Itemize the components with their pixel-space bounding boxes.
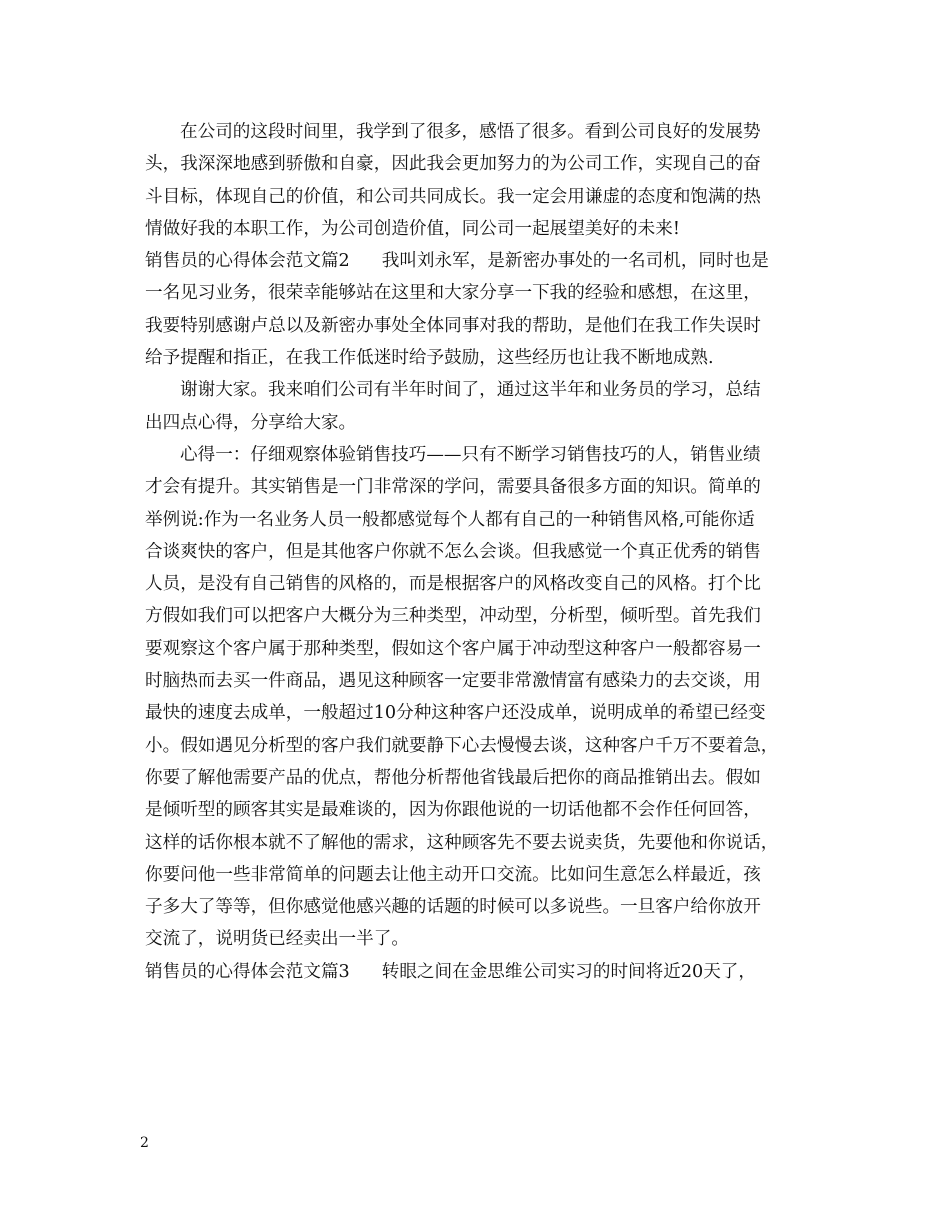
paragraph-line: 心得一：仔细观察体验销售技巧——只有不断学习销售技巧的人，销售业绩 (180, 444, 761, 465)
paragraph-line: 最快的速度去成单，一般超过10分种这种客户还没成单，说明成单的希望已经变 (145, 703, 766, 724)
section-heading-2-text: 我叫刘永军，是新密办事处的一名司机，同时也是 (381, 251, 769, 272)
paragraph-line: 情做好我的本职工作，为公司创造价值，同公司一起展望美好的未来! (145, 218, 680, 239)
paragraph-line: 斗目标，体现自己的价值，和公司共同成长。我一定会用谦虚的态度和饱满的热 (145, 186, 761, 207)
paragraph-line: 才会有提升。其实销售是一门非常深的学问，需要具备很多方面的知识。简单的 (145, 477, 761, 498)
paragraph-line: 小。假如遇见分析型的客户我们就要静下心去慢慢去谈，这种客户千万不要着急， (145, 735, 779, 756)
section-heading-2-title: 销售员的心得体会范文篇2 (145, 251, 350, 272)
paragraph-line: 出四点心得，分享给大家。 (145, 412, 357, 433)
section-heading-2 (145, 245, 815, 277)
paragraph-line: 人员，是没有自己销售的风格的，而是根据客户的风格改变自己的风格。打个比 (145, 574, 761, 595)
section-heading-3 (145, 956, 815, 988)
paragraph-line: 是倾听型的顾客其实是最难谈的，因为你跟他说的一切话他都不会作任何回答， (145, 800, 761, 821)
paragraph-line: 一名见习业务，很荣幸能够站在这里和大家分享一下我的经验和感想，在这里， (145, 283, 761, 304)
paragraph-line: 谢谢大家。我来咱们公司有半年时间了，通过这半年和业务员的学习，总结 (180, 380, 761, 401)
paragraph-line: 在公司的这段时间里，我学到了很多，感悟了很多。看到公司良好的发展势 (180, 122, 761, 142)
paragraph-line: 头，我深深地感到骄傲和自豪，因此我会更加努力的为公司工作，实现自己的奋 (145, 154, 761, 175)
paragraph-line: 这样的话你根本就不了解他的需求，这种顾客先不要去说卖货，先要他和你说话， (145, 832, 779, 853)
paragraph-line: 方假如我们可以把客户大概分为三种类型，冲动型，分析型，倾听型。首先我们 (145, 606, 761, 627)
paragraph-line: 交流了，说明货已经卖出一半了。 (145, 929, 409, 950)
paragraph-line: 子多大了等等，但你感觉他感兴趣的话题的时候可以多说些。一旦客户给你放开 (145, 897, 761, 918)
paragraph-line: 我要特别感谢卢总以及新密办事处全体同事对我的帮助，是他们在我工作失误时 (145, 315, 761, 336)
paragraph-line: 时脑热而去买一件商品，遇见这种顾客一定要非常激情富有感染力的去交谈，用 (145, 671, 761, 692)
document-body (145, 116, 815, 988)
paragraph-line: 举例说:作为一名业务人员一般都感觉每个人都有自己的一种销售风格,可能你适 (145, 509, 755, 530)
paragraph-line: 要观察这个客户属于那种类型，假如这个客户属于冲动型这种客户一般都容易一 (145, 638, 761, 659)
paragraph-line: 你要问他一些非常简单的问题去让他主动开口交流。比如问生意怎么样最近，孩 (145, 864, 761, 885)
page-number: 2 (140, 1135, 149, 1151)
section-heading-3-text: 转眼之间在金思维公司实习的时间将近20天了， (381, 961, 756, 982)
paragraph-line: 给予提醒和指正，在我工作低迷时给予鼓励，这些经历也让我不断地成熟. (145, 348, 714, 369)
section-heading-3-title: 销售员的心得体会范文篇3 (145, 961, 350, 982)
paragraph-line: 合谈爽快的客户，但是其他客户你就不怎么会谈。但我感觉一个真正优秀的销售 (145, 541, 761, 562)
paragraph-line: 你要了解他需要产品的优点，帮他分析帮他省钱最后把你的商品推销出去。假如 (145, 767, 761, 788)
